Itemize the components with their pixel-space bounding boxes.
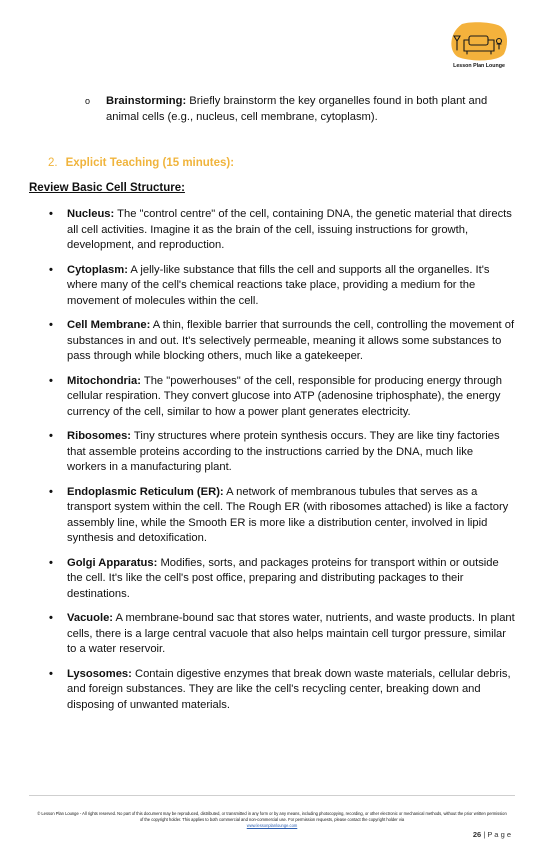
section-heading bbox=[48, 157, 234, 169]
website-link[interactable]: www.lessonplanlounge.com bbox=[246, 822, 298, 828]
item-description: The "powerhouses" of the cell, responsible for producing energy through cellular respiration. They convert glucose into ATP (adenosine triphosphate), the energy currency of the cell, similar to how a power plant generates electricity. bbox=[67, 374, 502, 418]
sub-bullet: o bbox=[85, 96, 91, 106]
list-item bbox=[47, 207, 515, 254]
bullet-icon: • bbox=[49, 612, 53, 624]
item-description: A network of membranous tubules that serves as a transport system within the cell. The Rough ER (with ribosomes attached) is like a factory assembly line, while the Smooth ER is more like a distribution center, involved in lipid synthesis and detoxification. bbox=[67, 485, 509, 544]
brainstorming-item bbox=[85, 94, 518, 125]
bullet-icon: • bbox=[49, 667, 53, 680]
sofa-logo-icon bbox=[448, 22, 510, 62]
list-item bbox=[47, 556, 515, 603]
bullet-icon: • bbox=[49, 319, 53, 331]
item-term: Cell Membrane: bbox=[67, 319, 151, 331]
subheading: Review Basic Cell Structure: bbox=[29, 182, 185, 194]
item-description: A membrane-bound sac that stores water, nutrients, and waste products. In plant cells, there is a large central vacuole that also helps maintain cell turgor pressure, similar to a water reservoir. bbox=[67, 612, 515, 655]
bullet-icon: • bbox=[49, 485, 53, 498]
footer-copyright bbox=[36, 811, 508, 829]
item-term: Lysosomes: bbox=[67, 667, 132, 680]
organelle-list bbox=[47, 207, 515, 722]
brainstorming-text: Briefly brainstorm the key organelles found in both plant and animal cells (e.g., nucleus, cell membrane, cytoplasm). bbox=[106, 95, 488, 123]
copyright-text: © Lesson Plan Lounge - All rights reserved. No part of this document may be reproduced, distributed, or transmitted in any form or by any means, including photocopying, recording, or other electronic or mechanical methods, without the prior written permission of the copyright holder. This applies to both commercial and non-commercial use. For permission requests, please contact the copyright holder via bbox=[37, 811, 507, 822]
item-description: Modifies, sorts, and packages proteins for transport within or outside the cell. It's like the cell's post office, preparing and distributing packages to their destinations. bbox=[67, 556, 499, 600]
list-item bbox=[47, 485, 515, 547]
item-term: Cytoplasm: bbox=[67, 263, 128, 276]
bullet-icon: • bbox=[49, 263, 53, 276]
brainstorming-label: Brainstorming: bbox=[106, 95, 187, 107]
item-description: Contain digestive enzymes that break down waste materials, cellular debris, and foreign substances. They are like the cell's recycling center, breaking down and disposing of unwanted materials. bbox=[67, 667, 511, 711]
logo-text: Lesson Plan Lounge bbox=[453, 63, 505, 69]
page-label: | P a g e bbox=[483, 830, 511, 839]
bullet-icon: • bbox=[49, 430, 53, 442]
item-term: Ribosomes: bbox=[67, 430, 132, 442]
bullet-icon: • bbox=[49, 374, 53, 387]
page-number bbox=[473, 830, 511, 839]
bullet-icon: • bbox=[49, 208, 53, 220]
list-item bbox=[47, 611, 515, 658]
section-title: Explicit Teaching (15 minutes): bbox=[65, 157, 235, 169]
lesson-plan-lounge-logo bbox=[444, 22, 514, 69]
item-term: Vacuole: bbox=[67, 612, 114, 624]
item-term: Golgi Apparatus: bbox=[67, 556, 158, 569]
item-term: Endoplasmic Reticulum (ER): bbox=[67, 485, 224, 498]
item-description: A jelly-like substance that fills the cell and supports all the organelles. It's where many of the cell's chemical reactions take place, providing a medium for the movement of molecules within the cell. bbox=[67, 263, 490, 307]
list-item bbox=[47, 374, 515, 421]
list-item bbox=[47, 263, 515, 310]
section-number: 2. bbox=[48, 157, 58, 169]
item-term: Nucleus: bbox=[67, 208, 115, 220]
item-description: A thin, flexible barrier that surrounds the cell, controlling the movement of substances in and out. It's selectively permeable, meaning it allows some substances to pass through while blocking others, much like a gatekeeper. bbox=[67, 319, 515, 362]
item-description: The "control centre" of the cell, containing DNA, the genetic material that directs all cell activities. Imagine it as the brain of the cell, issuing instructions for growth, development, and reproduction. bbox=[67, 208, 512, 251]
item-description: Tiny structures where protein synthesis occurs. They are like tiny factories that assemble proteins according to the instructions carried by the DNA, much like workers in a manufacturing plant. bbox=[67, 430, 500, 473]
bullet-icon: • bbox=[49, 556, 53, 569]
footer-divider bbox=[29, 795, 515, 796]
list-item bbox=[47, 667, 515, 714]
page-number-value: 26 bbox=[472, 830, 482, 839]
item-term: Mitochondria: bbox=[67, 374, 141, 387]
list-item bbox=[47, 318, 515, 365]
list-item bbox=[47, 429, 515, 476]
